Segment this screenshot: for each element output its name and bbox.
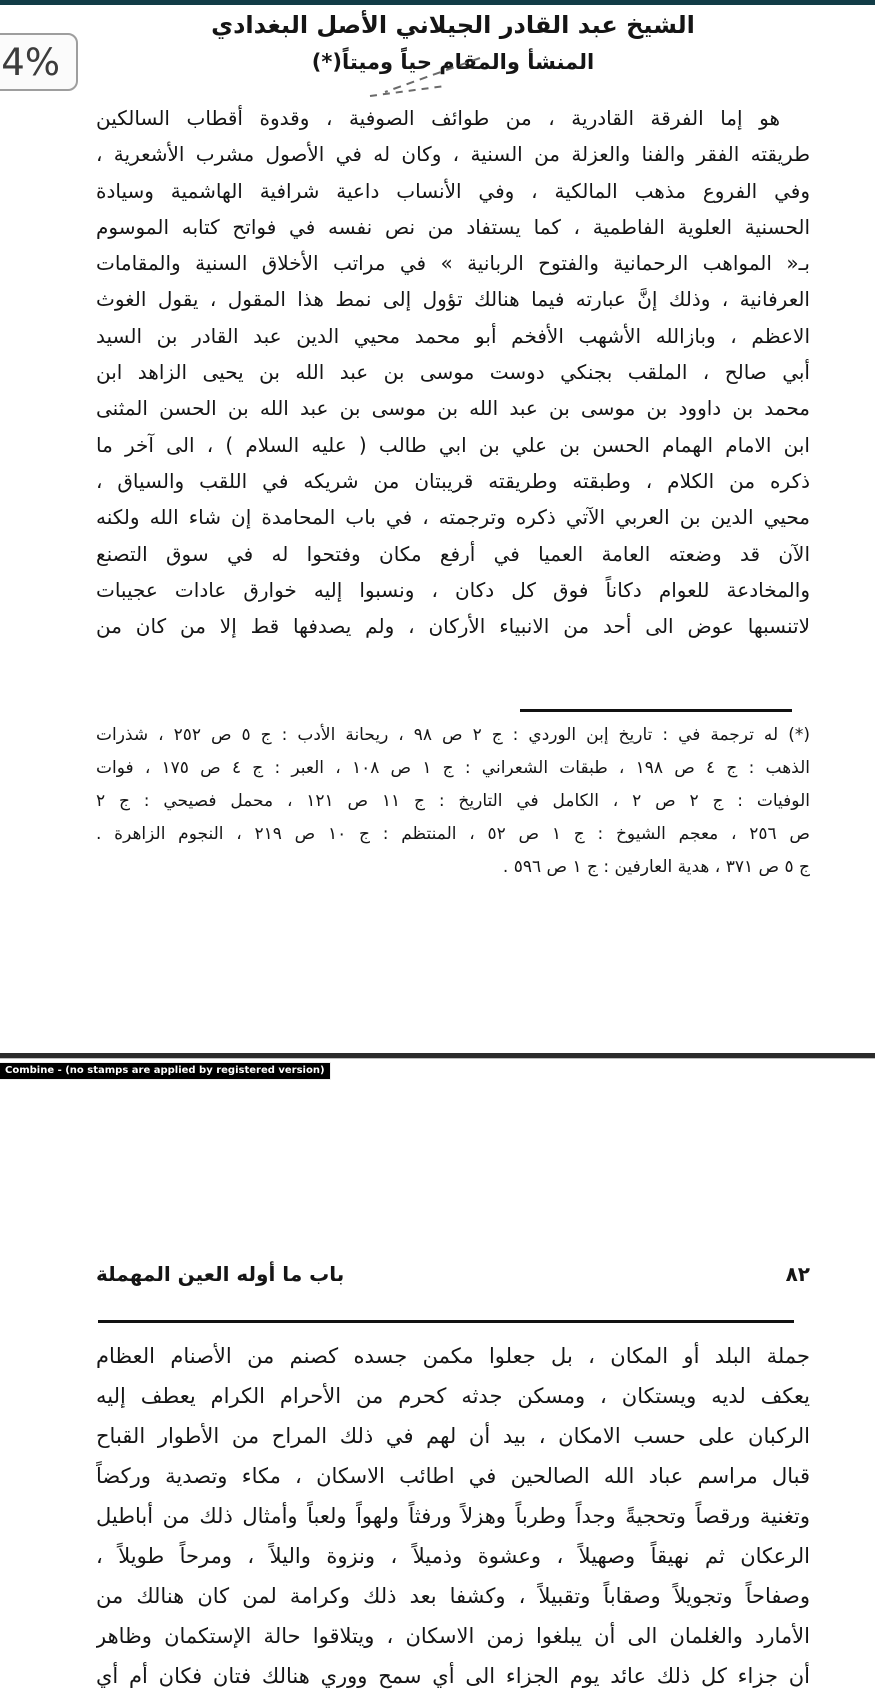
- body-line: الركبان على حسب الامكان ، بيد أن لهم في ذلك المراح من الأطوار القباح: [96, 1424, 810, 1448]
- page-number: ٨٢: [785, 1262, 810, 1286]
- page1-title: الشيخ عبد القادر الجيلاني الأصل البغدادي: [211, 11, 695, 39]
- footnote-line: الذهب : ج ٤ ص ١٩٨ ، طبقات الشعراني : ج ١ ص ١٠٨ ، العبر : ج ٤ ص ١٧٥ ، فوات: [96, 758, 810, 778]
- body-line: العرفانية ، وذلك إنَّ عبارته فيما هنالك تؤول إلى نمط هذا المقول ، يقول الغوث: [96, 287, 810, 312]
- footnote-line: (*) له ترجمة في : تاريخ إبن الوردي : ج ٢ ص ٩٨ ، ريحانة الأدب : ج ٥ ص ٢٥٢ ، شذرات: [96, 725, 810, 745]
- body-line: وصفاحاً وتجويلاً وصقاباً وتقبيلاً ، وكشفا بعد ذلك وكرامة لمن كان هنالك من: [96, 1584, 810, 1608]
- body-line: يعكف لديه ويستكان ، ومسكن جدثه كحرم من الأحرام الكرام يعطف إليه: [96, 1384, 810, 1408]
- body-line: قبال مراسم عباد الله الصالحين في اطائب الاسكان ، مكاء وتصدية وركضاً: [96, 1464, 810, 1488]
- body-line: بـ« المواهب الرحمانية والفتوح الربانية » في مراتب الأخلاق السنية والمقامات: [96, 251, 810, 276]
- zoom-level-value: 4%: [1, 40, 60, 84]
- zoom-level-badge[interactable]: [0, 33, 78, 91]
- page1-subtitle: المنشأ والمقام حياً وميتاً(*): [311, 50, 595, 74]
- top-edge-bar: [0, 0, 875, 5]
- body-line: ذكره من الكلام ، وطبقته وطريقته قريبتان من شريكه في اللقب والسياق ،: [96, 468, 810, 493]
- footnote-line: الوفيات : ج ٢ ص ٢ ، الكامل في التاريخ : ج ١١ ص ١٢١ ، محمل فصيحي : ج ٢: [96, 791, 810, 811]
- body-line: الآن قد وضعته العامة العميا في أرفع مكان وفتحوا له في سوق التصنع: [96, 541, 810, 566]
- body-line: الحسنية العلوية الفاطمية ، كما يستفاد من نص نفسه في فواتح كتابه الموسوم: [96, 214, 810, 239]
- body-line: هو إما الفرقة القادرية ، من طوائف الصوفية ، وقدوة أقطاب السالكين: [96, 106, 780, 130]
- pencil-dashes-icon: [330, 50, 520, 105]
- footnote-separator-rule: [520, 709, 792, 712]
- page-boundary-bar: [0, 1053, 875, 1059]
- chapter-title: باب ما أوله العين المهملة: [96, 1262, 345, 1286]
- watermark-stamp: Combine - (no stamps are applied by registered version): [0, 1063, 330, 1079]
- body-line: محيي الدين بن العربي الآتي ذكره وترجمته ، في باب المحامدة إن شاء الله ولكنه: [96, 505, 810, 530]
- body-line: جملة البلد أو المكان ، بل جعلوا مكمن جسده كصنم من الأصنام العظام: [96, 1344, 810, 1368]
- body-line: لاتنسبها عوض الى أحد من الانبياء الأركان ، ولم يصدفها قط إلا من كان من: [96, 614, 810, 639]
- footnote-line: ج ٥ ص ٣٧١ ، هدية العارفين : ج ١ ص ٥٩٦ .: [502, 857, 810, 877]
- body-line: الرعكان ثم نهيقاً وصهيلاً ، وعشوة وذميلاً ، ونزوة واليلاً ، ومرحاً طويلاً ،: [96, 1544, 810, 1568]
- body-line: الاعظم ، وبازالله الأشهب الأفخم أبو محمد محيي الدين عبد القادر بن السيد: [96, 323, 810, 348]
- body-line: أن جزاء كل ذلك عائد يوم الجزاء الى أي سمح ووري هنالك فتان فكان أم أي: [96, 1664, 810, 1688]
- body-line: أبي صالح ، الملقب بجنكي دوست موسى بن عبد الله بن يحيى الزاهد ابن: [96, 360, 810, 385]
- body-line: طريقته الفقر والفنا والعزلة من السنية ، وكان له في الأصول مشرب الأشعرية ،: [96, 142, 810, 167]
- page2-header: [96, 1262, 810, 1286]
- body-line: والمخادعة للعوام دكاناً فوق كل دكان ، ونسبوا إليه خوارق عادات عجيبات: [96, 577, 810, 602]
- body-line: وفي الفروع مذهب المالكية ، وفي الأنساب داعية شرافية الهاشمية وسيادة: [96, 178, 810, 203]
- body-line: ابن الامام الهمام الحسن بن علي بن ابي طالب ( عليه السلام ) ، الى آخر ما: [96, 432, 810, 457]
- page1-footnote: [96, 719, 810, 884]
- page1-body: [96, 100, 810, 644]
- body-line: وتغنية ورقصاً وتحجيةً وجداً وطرباً وهزلاً ورفثاً ولهواً ولعباً وأمثال ذلك من أباطيل: [96, 1504, 810, 1528]
- header-rule: [98, 1320, 794, 1323]
- page2-body: [96, 1336, 810, 1690]
- body-line: محمد بن داوود بن موسى بن عبد الله بن موسى بن عبد الله بن الحسن المثنى: [96, 396, 810, 421]
- footnote-line: ص ٢٥٦ ، معجم الشيوخ : ج ١ ص ٥٢ ، المنتظم : ج ١٠ ص ٢١٩ ، النجوم الزاهرة .: [96, 824, 810, 844]
- body-line: الأمارد والغلمان الى أن يبلغوا زمن الاسكان ، ويتلاقوا حالة الإستكمان وظاهر: [96, 1624, 810, 1648]
